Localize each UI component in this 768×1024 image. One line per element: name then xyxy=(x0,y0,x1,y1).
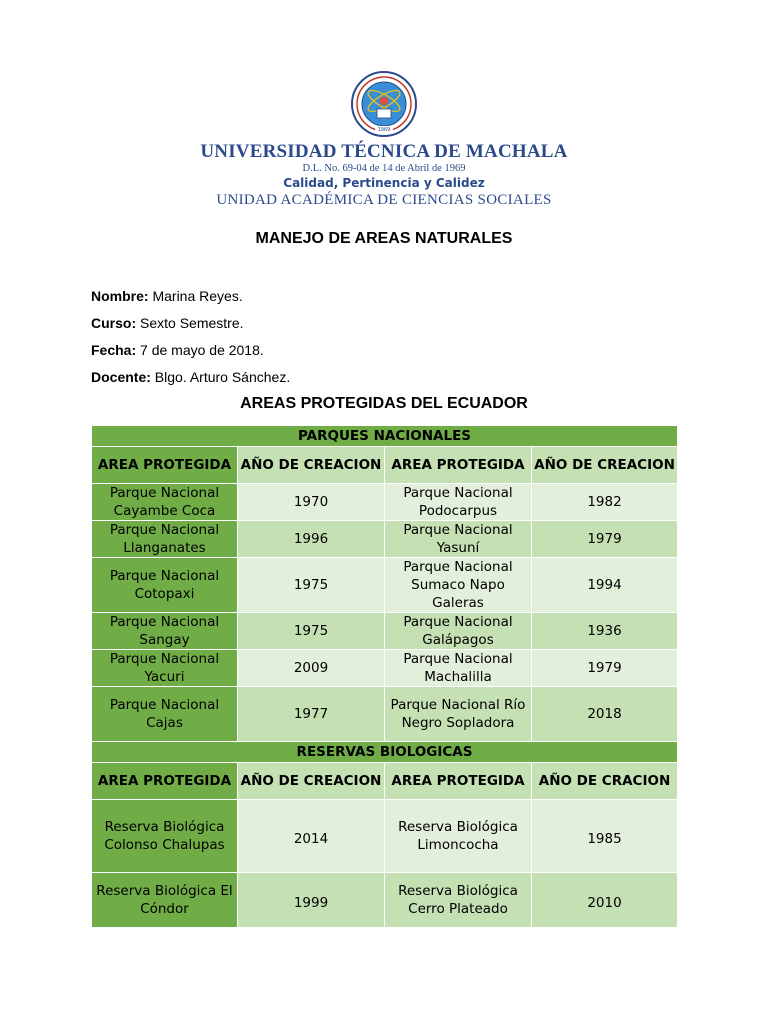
area-name-cell: Reserva Biológica El Cóndor xyxy=(92,873,238,928)
year-cell: 1999 xyxy=(238,873,385,928)
section-title: AREAS PROTEGIDAS DEL ECUADOR xyxy=(240,395,528,412)
year-cell: 2010 xyxy=(532,873,678,928)
year-cell: 2018 xyxy=(532,687,678,742)
table-row xyxy=(92,650,678,687)
svg-text:1969: 1969 xyxy=(377,127,391,133)
reserves-band-row xyxy=(92,742,678,763)
column-header: AREA PROTEGIDA xyxy=(385,763,532,800)
year-cell: 1970 xyxy=(238,484,385,521)
table-row xyxy=(92,800,678,873)
year-cell: 1979 xyxy=(532,521,678,558)
area-name-cell: Parque Nacional Yasuní xyxy=(385,521,532,558)
area-name-cell: Parque Nacional Sumaco Napo Galeras xyxy=(385,558,532,613)
field-docente xyxy=(91,369,290,385)
year-cell: 1985 xyxy=(532,800,678,873)
column-header: AREA PROTEGIDA xyxy=(385,447,532,484)
field-label: Docente: xyxy=(91,369,151,385)
column-header: AÑO DE CREACION xyxy=(532,447,678,484)
year-cell: 1975 xyxy=(238,558,385,613)
field-value: Sexto Semestre. xyxy=(140,315,244,331)
field-label: Fecha: xyxy=(91,342,137,358)
area-name-cell: Parque Nacional Machalilla xyxy=(385,650,532,687)
field-nombre xyxy=(91,288,243,304)
university-seal-logo xyxy=(351,71,417,137)
protected-areas-table xyxy=(91,425,678,928)
column-header: AREA PROTEGIDA xyxy=(92,763,238,800)
area-name-cell: Parque Nacional Llanganates xyxy=(92,521,238,558)
field-label: Nombre: xyxy=(91,288,149,304)
year-cell: 1979 xyxy=(532,650,678,687)
year-cell: 1975 xyxy=(238,613,385,650)
column-header: AÑO DE CRACION xyxy=(532,763,678,800)
document-title: MANEJO DE AREAS NATURALES xyxy=(255,230,513,247)
area-name-cell: Parque Nacional Galápagos xyxy=(385,613,532,650)
column-header: AÑO DE CREACION xyxy=(238,447,385,484)
university-decree: D.L. No. 69-04 de 14 de Abril de 1969 xyxy=(302,163,466,174)
year-cell: 1982 xyxy=(532,484,678,521)
column-header: AREA PROTEGIDA xyxy=(92,447,238,484)
parks-header-row xyxy=(92,447,678,484)
table-row xyxy=(92,687,678,742)
year-cell: 1994 xyxy=(532,558,678,613)
parks-title: PARQUES NACIONALES xyxy=(92,426,678,447)
area-name-cell: Reserva Biológica Colonso Chalupas xyxy=(92,800,238,873)
area-name-cell: Parque Nacional Cajas xyxy=(92,687,238,742)
area-name-cell: Reserva Biológica Cerro Plateado xyxy=(385,873,532,928)
field-fecha xyxy=(91,342,264,358)
year-cell: 2009 xyxy=(238,650,385,687)
area-name-cell: Parque Nacional Sangay xyxy=(92,613,238,650)
academic-unit: UNIDAD ACADÉMICA DE CIENCIAS SOCIALES xyxy=(216,192,552,208)
area-name-cell: Parque Nacional Cayambe Coca xyxy=(92,484,238,521)
table-row xyxy=(92,873,678,928)
table-row xyxy=(92,613,678,650)
reserves-header-row xyxy=(92,763,678,800)
year-cell: 1936 xyxy=(532,613,678,650)
field-label: Curso: xyxy=(91,315,137,331)
area-name-cell: Reserva Biológica Limoncocha xyxy=(385,800,532,873)
year-cell: 2014 xyxy=(238,800,385,873)
area-name-cell: Parque Nacional Cotopaxi xyxy=(92,558,238,613)
year-cell: 1977 xyxy=(238,687,385,742)
area-name-cell: Parque Nacional Yacuri xyxy=(92,650,238,687)
university-motto: Calidad, Pertinencia y Calidez xyxy=(283,176,485,190)
area-name-cell: Parque Nacional Río Negro Sopladora xyxy=(385,687,532,742)
field-curso xyxy=(91,315,244,331)
reserves-title: RESERVAS BIOLOGICAS xyxy=(92,742,678,763)
area-name-cell: Parque Nacional Podocarpus xyxy=(385,484,532,521)
field-value: 7 de mayo de 2018. xyxy=(140,342,264,358)
parks-band-row xyxy=(92,426,678,447)
table-row xyxy=(92,521,678,558)
column-header: AÑO DE CREACION xyxy=(238,763,385,800)
university-name: UNIVERSIDAD TÉCNICA DE MACHALA xyxy=(200,141,568,162)
table-row xyxy=(92,484,678,521)
year-cell: 1996 xyxy=(238,521,385,558)
field-value: Marina Reyes. xyxy=(152,288,243,304)
table-row xyxy=(92,558,678,613)
field-value: Blgo. Arturo Sánchez. xyxy=(154,369,291,385)
